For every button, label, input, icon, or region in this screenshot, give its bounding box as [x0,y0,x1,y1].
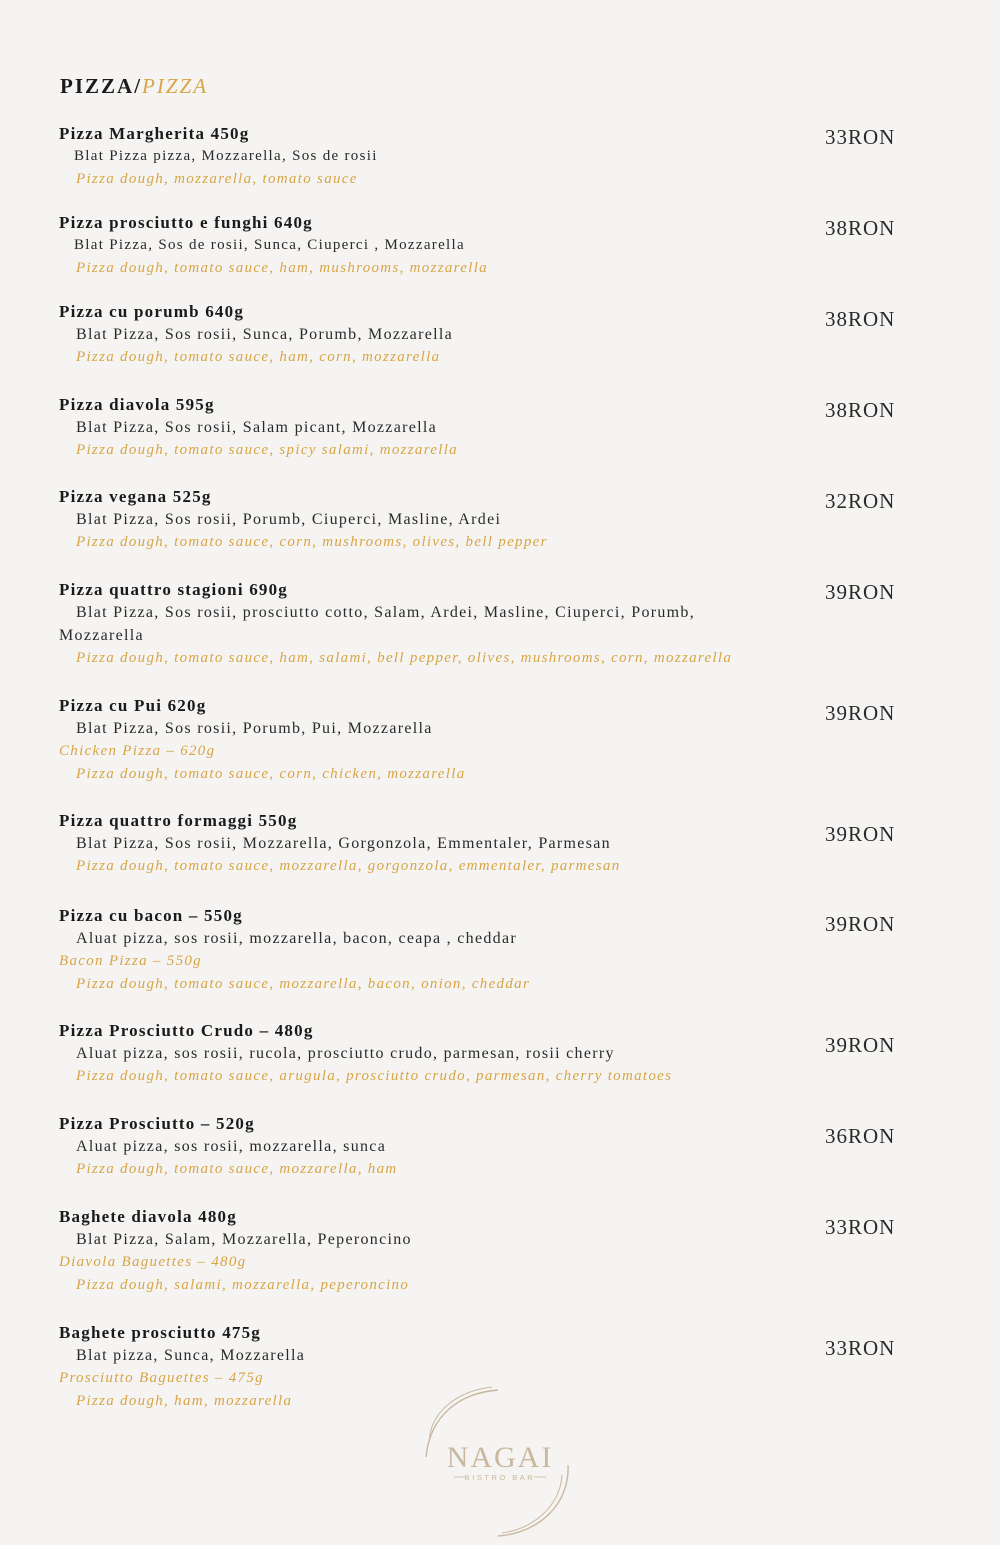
item-description-ro: Blat Pizza, Sos rosii, Porumb, Ciuperci, Masline, Ardei [76,511,502,528]
item-description-ro: Aluat pizza, sos rosii, mozzarella, bacon, ceapa , cheddar [76,930,518,947]
menu-item [59,122,939,191]
item-description-en: Pizza dough, tomato sauce, ham, corn, mozzarella [76,349,441,365]
item-description-en: Pizza dough, tomato sauce, corn, chicken, mozzarella [76,766,466,782]
item-name: Baghete diavola 480g [59,1207,237,1226]
item-description-en: Pizza dough, ham, mozzarella [76,1393,293,1409]
item-name: Pizza Margherita 450g [59,124,250,143]
item-price: 38RON [825,398,896,422]
item-name: Pizza cu Pui 620g [59,696,207,715]
item-name: Pizza prosciutto e funghi 640g [59,213,313,232]
item-name: Pizza vegana 525g [59,487,212,506]
item-description-ro: Blat Pizza, Sos de rosii, Sunca, Ciuperci , Mozzarella [74,237,465,253]
item-price: 39RON [825,912,896,936]
menu-item [59,300,939,369]
item-price: 33RON [825,1215,896,1239]
item-name: Pizza diavola 595g [59,395,215,414]
item-description-en: Pizza dough, tomato sauce, ham, mushrooms, mozzarella [76,260,488,276]
logo-tagline: BISTRO BAR [464,1473,536,1482]
menu-item [59,578,939,670]
logo-brand: NAGAI [446,1441,554,1474]
item-price: 38RON [825,307,896,331]
item-description-ro: Blat Pizza, Sos rosii, Salam picant, Mozzarella [76,419,438,436]
logo-arc-top-inner [429,1387,492,1443]
item-price: 39RON [825,1033,896,1057]
item-description-ro: Blat Pizza pizza, Mozzarella, Sos de rosii [74,148,378,164]
item-price: 39RON [825,822,896,846]
item-description-en: Pizza dough, tomato sauce, mozzarella, bacon, onion, cheddar [76,976,531,992]
menu-item [59,211,939,280]
item-name: Pizza Prosciutto Crudo – 480g [59,1021,314,1040]
item-name: Pizza cu porumb 640g [59,302,245,321]
item-price: 39RON [825,701,896,725]
item-name: Pizza quattro formaggi 550g [59,811,298,830]
item-price: 38RON [825,216,896,240]
item-name: Pizza Prosciutto – 520g [59,1114,255,1133]
item-price: 39RON [825,580,896,604]
item-description-en: Pizza dough, tomato sauce, mozzarella, ham [76,1161,398,1177]
menu-item [59,485,939,554]
item-description-en: Pizza dough, tomato sauce, arugula, prosciutto crudo, parmesan, cherry tomatoes [76,1068,673,1084]
heading-ro: PIZZA [60,74,135,98]
menu-item [59,1112,939,1181]
item-name-en: Chicken Pizza – 620g [59,743,216,759]
menu-item [59,1019,939,1088]
nagai-logo [420,1385,580,1540]
item-description-en: Pizza dough, tomato sauce, spicy salami, mozzarella [76,442,458,458]
item-price: 36RON [825,1124,896,1148]
item-price: 33RON [825,1336,896,1360]
item-name-en: Bacon Pizza – 550g [59,953,202,969]
item-description-en: Pizza dough, mozzarella, tomato sauce [76,171,358,187]
item-description-ro: Blat Pizza, Sos rosii, Mozzarella, Gorgonzola, Emmentaler, Parmesan [76,835,611,852]
menu-item [59,694,939,786]
item-description-ro: Aluat pizza, sos rosii, rucola, prosciutto crudo, parmesan, rosii cherry [76,1045,615,1062]
menu-item [59,809,939,878]
item-description-ro: Blat pizza, Sunca, Mozzarella [76,1347,306,1364]
item-description-ro: Blat Pizza, Sos rosii, Porumb, Pui, Mozzarella [76,720,433,737]
item-description-ro: Blat Pizza, Sos rosii, prosciutto cotto, Salam, Ardei, Masline, Ciuperci, Porumb, Mozzarella [59,604,696,644]
logo-arc-bottom-inner [502,1475,562,1533]
heading-en: PIZZA [142,74,209,98]
item-description-en: Pizza dough, tomato sauce, corn, mushrooms, olives, bell pepper [76,534,548,550]
item-name-en: Diavola Baguettes – 480g [59,1254,247,1270]
item-price: 32RON [825,489,896,513]
item-description-ro: Aluat pizza, sos rosii, mozzarella, sunca [76,1138,387,1155]
menu-item [59,393,939,462]
section-heading [60,74,208,99]
item-name: Pizza quattro stagioni 690g [59,580,288,599]
menu-item [59,904,939,996]
item-description-en: Pizza dough, tomato sauce, mozzarella, gorgonzola, emmentaler, parmesan [76,858,621,874]
item-name: Baghete prosciutto 475g [59,1323,261,1342]
item-name-en: Prosciutto Baguettes – 475g [59,1370,264,1386]
item-description-ro: Blat Pizza, Salam, Mozzarella, Peperoncino [76,1231,412,1248]
item-description-en: Pizza dough, tomato sauce, ham, salami, bell pepper, olives, mushrooms, corn, mozzarella [76,650,733,666]
menu-item [59,1205,939,1297]
item-name: Pizza cu bacon – 550g [59,906,243,925]
item-price: 33RON [825,125,896,149]
item-description-ro: Blat Pizza, Sos rosii, Sunca, Porumb, Mozzarella [76,326,454,343]
heading-separator: / [134,74,143,98]
item-description-en: Pizza dough, salami, mozzarella, peperoncino [76,1277,410,1293]
